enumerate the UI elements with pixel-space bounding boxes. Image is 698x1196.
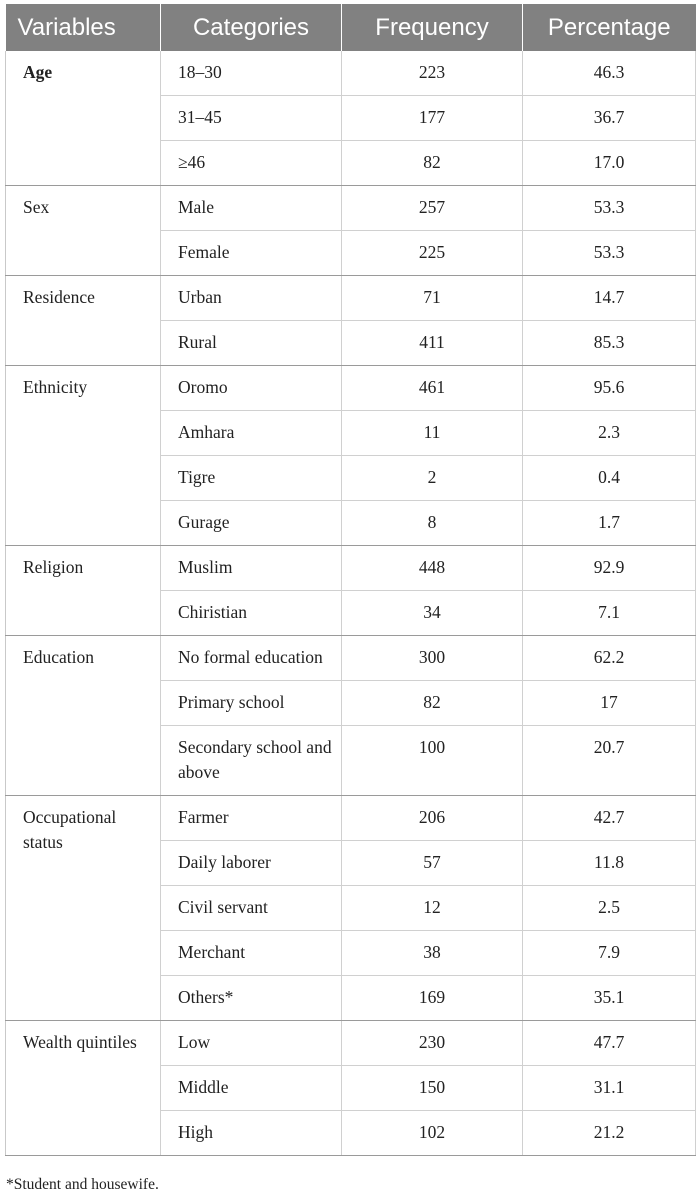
percentage-cell: 11.8 xyxy=(523,841,696,886)
percentage-cell: 85.3 xyxy=(523,321,696,366)
variable-cell: Age xyxy=(6,51,161,186)
variable-cell: Ethnicity xyxy=(6,366,161,546)
data-table xyxy=(5,4,696,1156)
category-cell: Civil servant xyxy=(161,886,342,931)
frequency-cell: 230 xyxy=(342,1021,523,1066)
header-categories: Categories xyxy=(161,4,342,51)
frequency-cell: 150 xyxy=(342,1066,523,1111)
frequency-cell: 177 xyxy=(342,96,523,141)
percentage-cell: 2.3 xyxy=(523,411,696,456)
category-cell: Others* xyxy=(161,976,342,1021)
percentage-cell: 53.3 xyxy=(523,186,696,231)
table-row xyxy=(6,1021,696,1066)
frequency-cell: 38 xyxy=(342,931,523,976)
table-row xyxy=(6,636,696,681)
percentage-cell: 95.6 xyxy=(523,366,696,411)
frequency-cell: 100 xyxy=(342,726,523,796)
percentage-cell: 0.4 xyxy=(523,456,696,501)
frequency-cell: 461 xyxy=(342,366,523,411)
category-cell: No formal education xyxy=(161,636,342,681)
variable-cell: Sex xyxy=(6,186,161,276)
category-cell: Rural xyxy=(161,321,342,366)
category-cell: 18–30 xyxy=(161,51,342,96)
percentage-cell: 14.7 xyxy=(523,276,696,321)
category-cell: Muslim xyxy=(161,546,342,591)
category-cell: Merchant xyxy=(161,931,342,976)
category-cell: Low xyxy=(161,1021,342,1066)
variable-cell: Occupational status xyxy=(6,796,161,1021)
frequency-cell: 71 xyxy=(342,276,523,321)
percentage-cell: 17.0 xyxy=(523,141,696,186)
category-cell: Chiristian xyxy=(161,591,342,636)
frequency-cell: 12 xyxy=(342,886,523,931)
frequency-cell: 223 xyxy=(342,51,523,96)
category-cell: Tigre xyxy=(161,456,342,501)
percentage-cell: 21.2 xyxy=(523,1111,696,1156)
frequency-cell: 257 xyxy=(342,186,523,231)
frequency-cell: 2 xyxy=(342,456,523,501)
frequency-cell: 411 xyxy=(342,321,523,366)
percentage-cell: 92.9 xyxy=(523,546,696,591)
category-cell: Secondary school and above xyxy=(161,726,342,796)
header-frequency: Frequency xyxy=(342,4,523,51)
table-body xyxy=(6,51,696,1156)
category-cell: Gurage xyxy=(161,501,342,546)
frequency-cell: 8 xyxy=(342,501,523,546)
variable-cell: Wealth quintiles xyxy=(6,1021,161,1156)
frequency-cell: 169 xyxy=(342,976,523,1021)
frequency-cell: 82 xyxy=(342,681,523,726)
percentage-cell: 2.5 xyxy=(523,886,696,931)
header-row xyxy=(6,4,696,51)
frequency-cell: 448 xyxy=(342,546,523,591)
category-cell: High xyxy=(161,1111,342,1156)
frequency-cell: 225 xyxy=(342,231,523,276)
percentage-cell: 17 xyxy=(523,681,696,726)
percentage-cell: 42.7 xyxy=(523,796,696,841)
percentage-cell: 31.1 xyxy=(523,1066,696,1111)
percentage-cell: 7.1 xyxy=(523,591,696,636)
percentage-cell: 36.7 xyxy=(523,96,696,141)
table-row xyxy=(6,186,696,231)
frequency-cell: 11 xyxy=(342,411,523,456)
frequency-cell: 102 xyxy=(342,1111,523,1156)
frequency-cell: 300 xyxy=(342,636,523,681)
frequency-cell: 206 xyxy=(342,796,523,841)
table-row xyxy=(6,796,696,841)
category-cell: Amhara xyxy=(161,411,342,456)
variable-cell: Education xyxy=(6,636,161,796)
category-cell: Oromo xyxy=(161,366,342,411)
percentage-cell: 53.3 xyxy=(523,231,696,276)
header-percentage: Percentage xyxy=(523,4,696,51)
category-cell: Male xyxy=(161,186,342,231)
table-row xyxy=(6,276,696,321)
footnote: *Student and housewife. xyxy=(6,1176,159,1193)
category-cell: Primary school xyxy=(161,681,342,726)
category-cell: Farmer xyxy=(161,796,342,841)
percentage-cell: 20.7 xyxy=(523,726,696,796)
category-cell: Daily laborer xyxy=(161,841,342,886)
frequency-cell: 34 xyxy=(342,591,523,636)
table-row xyxy=(6,546,696,591)
percentage-cell: 35.1 xyxy=(523,976,696,1021)
table-row xyxy=(6,51,696,96)
frequency-cell: 82 xyxy=(342,141,523,186)
table-row xyxy=(6,366,696,411)
variable-cell: Residence xyxy=(6,276,161,366)
category-cell: 31–45 xyxy=(161,96,342,141)
category-cell: Middle xyxy=(161,1066,342,1111)
variable-cell: Religion xyxy=(6,546,161,636)
percentage-cell: 7.9 xyxy=(523,931,696,976)
category-cell: Urban xyxy=(161,276,342,321)
percentage-cell: 62.2 xyxy=(523,636,696,681)
category-cell: Female xyxy=(161,231,342,276)
header-variables: Variables xyxy=(6,4,161,51)
category-cell: ≥46 xyxy=(161,141,342,186)
percentage-cell: 47.7 xyxy=(523,1021,696,1066)
percentage-cell: 1.7 xyxy=(523,501,696,546)
frequency-cell: 57 xyxy=(342,841,523,886)
percentage-cell: 46.3 xyxy=(523,51,696,96)
